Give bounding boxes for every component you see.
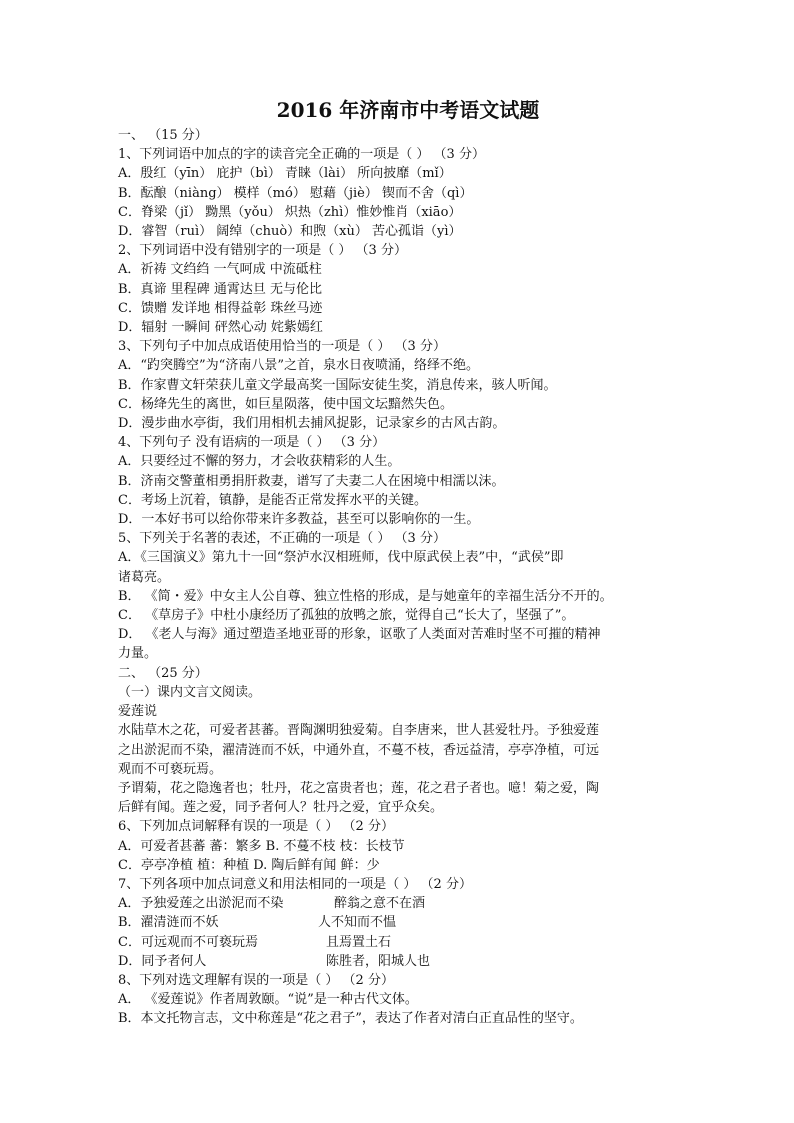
question-6-stem: 6、下列加点词解释有误的一项是（ ） （2 分） [118,819,394,835]
passage-line: 之出淤泥而不染，濯清涟而不妖，中通外直，不蔓不枝，香远益清，亭亭净植，可远 [118,742,600,758]
question-7-option-b [118,913,698,932]
question-3-option-b: B．作家曹文轩荣获儿童文学最高奖一国际安徒生奖，消息传来，骇人听闻。 [118,377,557,393]
question-5-stem: 5、下列关于名著的表述，不正确的一项是（ ） （3 分） [118,531,446,547]
question-2-stem: 2、下列词语中没有错别字的一项是（ ） （3 分） [118,243,407,259]
question-3-option-c: C．杨绛先生的离世，如巨星陨落，使中国文坛黯然失色。 [118,396,453,412]
question-5-option-c: C． 《草房子》中杜小康经历了孤独的放鸭之旅，觉得自己“长大了，坚强了”。 [118,608,575,624]
question-3-option-a: A．“趵突腾空”为“济南八景”之首，泉水日夜喷涌，络绎不绝。 [118,358,479,374]
question-7-option-d [118,952,698,971]
option-left: B．濯清涟而不妖 [118,915,219,931]
question-5-option-d-cont: 力量。 [118,646,158,662]
passage-line: 观而不可亵玩焉。 [118,761,223,777]
question-3-option-d: D．漫步曲水亭街，我们用相机去捕风捉影，记录家乡的古风古韵。 [118,416,506,432]
option-left: D．同予者何人 [118,953,207,969]
option-right: 人不知而不愠 [318,915,397,931]
section-2-header: 二、 （25 分） [118,665,208,681]
question-7-option-c [118,933,698,952]
section-2-subheader: （一）课内文言文阅读。 [118,684,262,700]
option-left: A．予独爱莲之出淤泥而不染 [118,896,284,912]
question-5-option-a: A．《三国演义》第九十一回“祭泸水汉相班师，伐中原武侯上表”中，“武侯”即 [118,550,564,566]
question-4-option-d: D．一本好书可以给你带来许多教益，甚至可以影响你的一生。 [118,512,480,528]
question-1-option-a: A．殷红（yīn） 庇护（bì） 青睐（lài） 所向披靡（mǐ） [118,166,452,182]
option-right: 且焉置土石 [326,934,392,950]
question-8-stem: 8、下列对选文理解有误的一项是（ ） （2 分） [118,972,394,988]
question-7-stem: 7、下列各项中加点词意义和用法相同的一项是（ ） （2 分） [118,876,472,892]
question-1-option-b: B．酝酿（niàng） 模样（mó） 慰藉（jiè） 锲而不舍（qì） [118,185,473,201]
question-4-option-a: A．只要经过不懈的努力，才会收获精彩的人生。 [118,454,401,470]
question-6-options-ab: A．可爱者甚蕃 蕃：繁多 B. 不蔓不枝 枝：长枝节 [118,838,405,854]
question-2-option-c: C．馈赠 发详地 相得益彰 珠丝马迹 [118,300,323,316]
question-5-option-b: B． 《简・爱》中女主人公自尊、独立性格的形成，是与她童年的幸福生活分不开的。 [118,588,613,604]
question-7-option-a [118,894,698,913]
question-1-option-d: D．睿智（ruì） 阔绰（chuò）和煦（xù） 苦心孤诣（yì） [118,224,462,240]
question-5-option-d: D． 《老人与海》通过塑造圣地亚哥的形象，讴歌了人类面对苦难时坚不可摧的精神 [118,627,601,643]
option-right: 醉翁之意不在酒 [334,896,426,912]
passage-line: 后鲜有闻。莲之爱，同予者何人？牡丹之爱，宜乎众矣。 [118,800,444,816]
question-5-option-a-cont: 诸葛亮。 [118,569,171,585]
question-8-option-a: A． 《爱莲说》作者周敦颐。“说”是一种古代文体。 [118,992,418,1008]
question-4-stem: 4、下列句子 没有语病的一项是（ ） （3 分） [118,435,386,451]
option-right: 陈胜者，阳城人也 [326,953,431,969]
question-6-options-cd: C．亭亭净植 植：种植 D. 陶后鲜有闻 鲜：少 [118,857,380,873]
question-8-option-b: B．本文托物言志，文中称莲是“花之君子”，表达了作者对清白正直品性的坚守。 [118,1011,583,1027]
exam-page [118,96,698,1029]
question-4-option-c: C．考场上沉着，镇静，是能否正常发挥水平的关键。 [118,492,427,508]
passage-line: 予谓菊，花之隐逸者也；牡丹，花之富贵者也；莲，花之君子者也。噫！菊之爱，陶 [118,780,600,796]
exam-title: 2016 年济南市中考语文试题 [276,98,540,122]
question-4-option-b: B．济南交警董相勇捐肝救妻，谱写了夫妻二人在困境中相濡以沫。 [118,473,505,489]
question-1-stem: 1、下列词语中加点的字的读音完全正确的一项是（ ） （3 分） [118,147,485,163]
question-2-option-d: D．辐射 一瞬间 砰然心动 姹紫嫣红 [118,320,323,336]
passage-title: 爱莲说 [118,704,158,720]
question-2-option-b: B．真谛 里程碑 通霄达旦 无与伦比 [118,281,322,297]
question-3-stem: 3、下列句子中加点成语使用恰当的一项是（ ） （3 分） [118,339,446,355]
section-1-header: 一、 （15 分） [118,128,208,143]
option-left: C．可远观而不可亵玩焉 [118,934,258,950]
question-2-option-a: A．祈祷 文绉绉 一气呵成 中流砥柱 [118,262,322,278]
question-1-option-c: C．脊梁（jǐ） 黝黑（yǒu） 炽热（zhì）惟妙惟肖（xiāo） [118,204,462,220]
passage-line: 水陆草木之花，可爱者甚蕃。晋陶渊明独爱菊。自李唐来，世人甚爱牡丹。予独爱莲 [118,723,600,739]
